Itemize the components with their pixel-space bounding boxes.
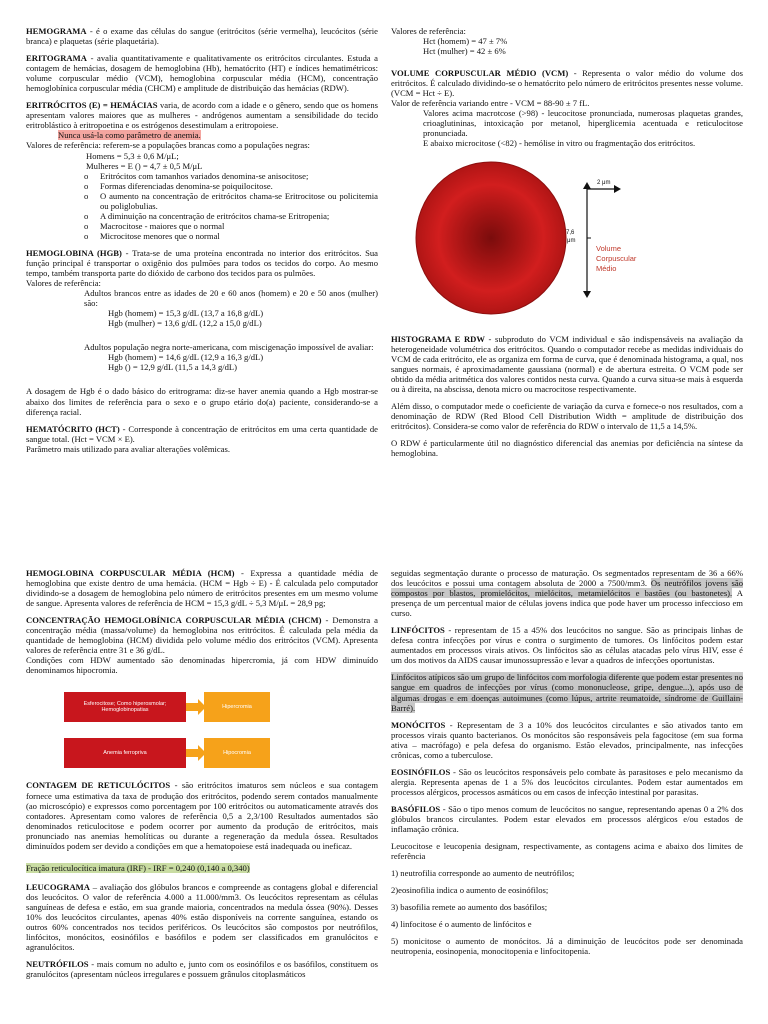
diagram-box-hipocromia <box>204 738 270 768</box>
linfocitos-atipicos: Linfócitos atípicos são um grupo de linfócitos com morfologia diferente que podem estar presentes no sangue em quadros de infecções por vírus (como mononucleose, gripe, dengue...), após uso de algumas drogas e em doenças autoimunes (como lúpus, artrite reumatoide, síndrome de Guillain-Barré). <box>391 672 743 713</box>
vcm-label-1: Volume <box>596 243 622 253</box>
bottom-right-column <box>391 568 743 963</box>
histograma-paragraph <box>391 334 743 394</box>
eritrocitos-text: varia, de acordo com a idade e o gênero, sendo que os homens apresentam valores maiores que as mulheres - andrógenos aumentam a sensibilidade do tecido eritroblástico à eritropoetina e os estrógenos desestimulam a eritropoiese. <box>26 100 378 131</box>
leucograma-paragraph <box>26 882 378 952</box>
cont-highlight: Os neutrófilos jovens são compostos por blastos, promielócitos, mielócitos, metamielócitos e bastões (ou bastonetes). <box>391 578 744 599</box>
eritrocitos-highlight-line <box>26 130 378 140</box>
eritrocitos-ref-intro: Valores de referência: referem-se a populações brancas como a populações negras: <box>26 140 310 151</box>
bullet-item: o Formas diferenciadas denomina-se poiquilocitose. <box>84 181 378 191</box>
cont-text: seguidas segmentação durante o processo de maturação. Os segmentados representam de 36 a 66% dos leucócitos e possui uma contagem absoluta de 2000 a 7500/mm3. <box>391 568 743 589</box>
chromia-diagram <box>26 682 378 772</box>
histograma-p3: O RDW é particularmente útil no diagnóstico diferencial das anemias por deficiência na síntese da hemoglobina. <box>391 437 743 458</box>
linfocitos-text: - representam de 15 a 45% dos leucócitos no sangue. São as principais linhas de defesa contra infecções por vírus e contra o surgimento de tumores. Os linfócitos podem estar aumentados em processos virais ativos. Os linfócitos são as células atacadas pelo vírus HIV, esse é um dos motivos da AIDS causar imunossupressão e levar a quadros de infecções oportunistas. <box>391 625 743 666</box>
leuco-item: 2)eosinofilia indica o aumento de eosinófilos; <box>391 885 549 896</box>
irf-line <box>26 863 378 873</box>
bullet-item: o A diminuição na concentração de eritrócitos chama-se Eritropenia; <box>84 211 378 221</box>
neutrofilos-title: NEUTRÓFILOS <box>26 959 89 970</box>
hemoglobina-title: HEMOGLOBINA (HGB) <box>26 247 122 258</box>
scale-left-label-2: μm <box>567 237 576 244</box>
bottom-left-column <box>26 568 378 986</box>
neutrofilos-paragraph <box>26 959 378 979</box>
red-blood-cell-figure <box>391 156 743 326</box>
hemograma-title: HEMOGRAMA <box>26 26 87 36</box>
neutrofilos-continuation <box>391 568 743 618</box>
irf-highlight: Fração reticulocítica imatura (IRF) - IRF = 0,240 (0,140 a 0,340) <box>26 862 250 873</box>
eritrocitos-title: ERITRÓCITOS (E) = HEMÁCIAS <box>26 100 158 111</box>
vcm-micro: E abaixo microcitose (<82) - hemólise in vitro ou fragmentação dos eritrócitos. <box>423 138 696 149</box>
hematocrito-text: - Corresponde à concentração de eritrócitos em uma certa quantidade de sangue total. (Hct = VCM × E). <box>26 423 378 444</box>
linfocitos-title: LINFÓCITOS <box>391 625 445 636</box>
eosinofilos-text: - São os leucócitos responsáveis pelo combate às parasitoses e pelo mecanismo da alergia. Representa apenas de 1 a 5% dos leucócitos circulantes. Podem estar aumentados em processos alérgicos, processos asmáticos ou em casos de infecção intestinal por parasitas. <box>391 766 743 797</box>
hcm-paragraph <box>26 568 378 608</box>
hct-women: Hct (mulher) = 42 ± 6% <box>423 46 506 57</box>
hgb-men-black: Hgb (homem) = 14,6 g/dL (12,9 a 16,3 g/dL) <box>108 352 264 363</box>
diagram-box-hypo-causes <box>64 738 186 768</box>
hemoglobina-paragraph <box>26 248 378 278</box>
histograma-title: HISTOGRAMA E RDW <box>391 333 485 344</box>
rbc-illustration <box>391 156 743 326</box>
hemoglobina-text: - Trata-se de uma proteína encontrada no interior dos eritrócitos. Sua função principal é transportar o oxigênio dos pulmões para todos os tecidos do corpo. Ao mesmo tempo, também transporta parte do dióxido de carbono dos tecidos para os pulmões. <box>26 247 378 279</box>
chcm-title: CONCENTRAÇÃO HEMOGLOBÍNICA CORPUSCULAR MÉDIA (CHCM) <box>26 615 322 626</box>
monocitos-text: - Representam de 3 a 10% dos leucócitos circulantes e são ativados tanto em processos virais quanto bacterianos. Os monócitos são responsáveis pela fagocitose (em sua forma ativa – macrófago) e pela defesa do organismo. Estão elevados, principalmente, nas infecções crônicas, como a tuberculose. <box>391 719 743 760</box>
leucograma-title: LEUCOGRAMA <box>26 881 90 892</box>
reticulocitos-paragraph <box>26 780 378 850</box>
vcm-macro: Valores acima macrotcose (>98) - leucocitose pronunciada, numerosas plaquetas grandes, crioaglutininas, intoxicação por metanol, hiperglicemia acentuada e reticulocitose pronunciada. <box>423 108 743 139</box>
leuco-item: 4) linfocitose é o aumento de linfócitos e <box>391 919 532 930</box>
diagram-box-hyper-causes <box>64 692 186 722</box>
hgb-women-white: Hgb (mulher) = 13,6 g/dL (12,2 a 15,0 g/dL) <box>108 318 262 329</box>
diagram-box-hypo-causes-text: Anemia ferropriva <box>103 750 147 757</box>
hemoglobina-note: A dosagem de Hgb é o dado básico do eritrograma: diz-se haver anemia quando a Hgb mostrar-se abaixo dos limites de referência para o sexo e o grupo etário do(a) paciente, considerando-se a diferença racial. <box>26 386 378 417</box>
eritograma-title: ERITOGRAMA <box>26 53 87 64</box>
vcm-label-2: Corpuscular <box>596 253 637 263</box>
chcm-paragraph <box>26 615 378 655</box>
monocitos-title: MONÓCITOS <box>391 719 446 730</box>
hemograma-text: - é o exame das células do sangue (eritrócitos (série vermelha), leucócitos (série branca) e plaquetas (série plaquetária). <box>26 26 378 47</box>
top-left-column <box>26 26 378 461</box>
chcm-text: - Demonstra a concentração média (massa/volume) da hemoglobina nos eritrócitos. É calculada pela média da quantidade de hemoglobina (HCM) dividida pelo volume médio dos eritrócitos (VCM). Apresenta valores de referência entre 31 e 36 g/dL. <box>26 615 378 656</box>
monocitos-paragraph <box>391 720 743 760</box>
bullet-item: o Eritrócitos com tamanhos variados denomina-se anisocitose; <box>84 171 378 181</box>
leuco-intro: Leucocitose e leucopenia designam, respectivamente, as contagens acima e abaixo dos limites de referência <box>391 841 743 862</box>
bullet-item: o O aumento na concentração de eritrócitos chama-se Eritrocitose ou policitemia ou poliglobulias. <box>84 191 378 211</box>
hgb-women-black: Hgb () = 12,9 g/dL (11,5 a 14,3 g/dL) <box>108 362 238 373</box>
basofilos-paragraph <box>391 804 743 834</box>
leuco-item: 5) monicitose o aumento de monócitos. Já a diminuição de leucócitos pode ser denominada neutropenia, eosinopenia, monocitopenia e linfocitopenia. <box>391 936 743 957</box>
hematocrito-paragraph <box>26 424 378 444</box>
diagram-box-hipercromia-text: Hipercromia <box>222 704 252 711</box>
hemograma-paragraph <box>26 26 378 46</box>
hct-men: Hct (homem) = 47 ± 7% <box>423 36 508 47</box>
eritograma-paragraph <box>26 53 378 93</box>
basofilos-text: - São o tipo menos comum de leucócitos no sangue, representando apenas 0 a 2% dos glóbulos brancos circulantes. Podem estar elevados em processos alérgicos e/ou estados de inflamação crônica. <box>391 803 743 835</box>
hemoglobina-adults-black: Adultos população negra norte-americana, com miscigenação impossível de avaliar: <box>84 342 374 353</box>
diagram-box-hipocromia-text: Hipocromia <box>223 750 251 757</box>
basofilos-title: BASÓFILOS <box>391 803 441 814</box>
hct-ref-label: Valores de referência: <box>391 26 466 36</box>
histograma-p2: Além disso, o computador mede o coeficiente de variação da curva e fornece-o nos resultados, com a denominação de RDW (Red Blood Cell Distribution Width = amplitude de distribuição dos eritrócitos). Considera-se como valor de referência do RDW o intervalo de 11,5 a 14,5%. <box>391 400 743 431</box>
linfocitos-atipicos-line <box>391 672 743 712</box>
arrow-icon <box>186 745 206 761</box>
reticulocitos-title: CONTAGEM DE RETICULÓCITOS <box>26 780 171 791</box>
scale-top-label: 2 μm <box>597 179 611 186</box>
histograma-text: - subproduto do VCM individual e são indispensáveis na avaliação da heterogeneidade volumétrica dos eritrócitos. Quando o computador recebe as medidas individuais do VCM de cada eritrócito, ele as organiza em forma de curva, que é denominada histograma, a qual, nos sangues normais, é aproximadamente gaussiana (normal) e de abertura estreita. O VCM pode ser obtido da média aritmética dos valores contidos nesta curva. Quando a curva situa-se mais à esquerda ou à direita, na abscissa, denota micro ou macrocitose respectivamente. <box>391 333 744 394</box>
hematocrito-title: HEMATÓCRITO (HCT) <box>26 423 120 434</box>
leucograma-text: – avaliação dos glóbulos brancos e compreende as contagens global e diferencial dos leucócitos. O valor de referência 4.000 a 11.000/mm3. Os leucócitos representam as células sanguíneas de defesa e estão, em sua grande maioria, concentrados na medula óssea (90%). Desses 10% dos leucócitos circulantes, apenas 40% estão disponíveis na corrente sanguínea, estando os outros 60% concentrados nos tecidos periféricos. Os leucócitos são compostos por neutrófilos, linfócitos, monócitos, eosinófilos e basófilos e podem ser classificados em granulócitos e agranulócitos. <box>26 881 378 953</box>
neutrofilos-text: - mais comum no adulto e, junto com os eosinófilos e os basófilos, constituem os granulócitos (apresentam núcleos irregulares e possuem grânulos citoplasmáticos <box>26 959 378 980</box>
reticulocitos-text: - são eritrócitos imaturos sem núcleos e sua contagem fornece uma estimativa da taxa de produção dos eritrócitos, podendo serem contados manualmente (ao microscópio) e expressos como porcentagem por 100 eritrócitos ou automaticamente através dos contadores. Apresentam como valores de referência 0,5 a 2,3/100 Resultados aumentados são denominados reticulocitose e podem ocorrer por aumento da produção de eritrócitos, mais pronunciado nas anemias hemolíticas ou durante a regeneração da medula óssea. Resultados diminuídos podem ser devido a condições em que a hematopoiese está inadequada ou ineficaz. <box>26 780 378 851</box>
scale-left-label-1: 7,6 <box>566 229 575 236</box>
bullet-item: o Macrocitose - maiores que o normal <box>84 221 378 231</box>
eritrocitos-ref-men: Homens = 5,3 ± 0,6 M/μL; <box>86 150 179 161</box>
hematocrito-text2: Parâmetro mais utilizado para avaliar alterações volêmicas. <box>26 443 231 454</box>
chcm-text2: Condições com HDW aumentado são denominadas hipercromia, já com HDW diminuído denominamos hipocromia. <box>26 655 378 676</box>
hcm-title: HEMOGLOBINA CORPUSCULAR MÉDIA (HCM) <box>26 568 235 578</box>
leuco-item: 1) neutrofilia corresponde ao aumento de neutrófilos; <box>391 868 575 879</box>
hemoglobina-adults-white: Adultos brancos entre as idades de 20 e 60 anos (homem) e 20 e 50 anos (mulher) são: <box>84 288 378 309</box>
arrow-icon <box>186 699 206 715</box>
eritrocitos-bullet-list <box>26 171 378 241</box>
leuco-item: 3) basofilia remete ao aumento dos basófilos; <box>391 902 548 913</box>
top-right-column <box>391 26 743 465</box>
hemoglobina-ref-label: Valores de referência: <box>26 278 101 289</box>
cont-end: A presença de um percentual maior de células jovens indica que pode haver um processo infeccioso em curso. <box>391 588 743 619</box>
vcm-ref: Valor de referência variando entre - VCM = 88-90 ± 7 fL. <box>391 98 590 109</box>
eritrocitos-highlight: Nunca usá-la como parâmetro de anemia. <box>58 130 201 141</box>
red-blood-cell <box>416 162 566 314</box>
bullet-item: o Microcitose menores que o normal <box>84 231 378 241</box>
vcm-text: - Representa o valor médio do volume dos eritrócitos. É calculado dividindo-se o hematócrito pelo número de eritrócitos presentes nesse volume.(VCM = Hct ÷ E). <box>391 68 743 99</box>
eosinofilos-title: EOSINÓFILOS <box>391 766 451 777</box>
hcm-text: - Expressa a quantidade média de hemoglobina que existe dentro de uma hemácia. (HCM = Hgb ÷ E) - É calculada pelo computador dividindo-se a dosagem de hemoglobina pelo número de eritrócitos presentes em um mesmo volume de sangue. Apresenta valores de referência de HCM = 15,3 g/dL ÷ 5,3 M/μL = 28,9 pg; <box>26 568 378 609</box>
vcm-title: VOLUME CORPUSCULAR MÉDIO (VCM) <box>391 68 569 79</box>
eritrocitos-paragraph <box>26 100 378 130</box>
eosinofilos-paragraph <box>391 767 743 797</box>
diagram-box-hipercromia <box>204 692 270 722</box>
eritograma-text: - avalia quantitativamente e qualitativamente os eritrócitos circulantes. Estuda a contagem de hemácias, dosagem de hemoglobina (Hb), hematócrito (HT) e índices hematimétricos: volume corpuscular médio (VCM), hemoglobina corpuscular média (HCM), concentração hemoglobínica corpuscular média (CHCM) e amplitude de distribuição das hemácias (RDW). <box>26 53 378 94</box>
diagram-box-hyper-causes-text: Esferocitose; Como hiperosmolar; Hemoglobinopatias <box>83 700 167 714</box>
linfocitos-paragraph <box>391 625 743 665</box>
vcm-label-3: Médio <box>596 263 617 273</box>
eritrocitos-ref-women: Mulheres = E () = 4,7 ± 0,5 M/μL <box>86 160 203 171</box>
vcm-paragraph <box>391 68 743 98</box>
hgb-men-white: Hgb (homem) = 15,3 g/dL (13,7 a 16,8 g/dL) <box>108 308 264 319</box>
